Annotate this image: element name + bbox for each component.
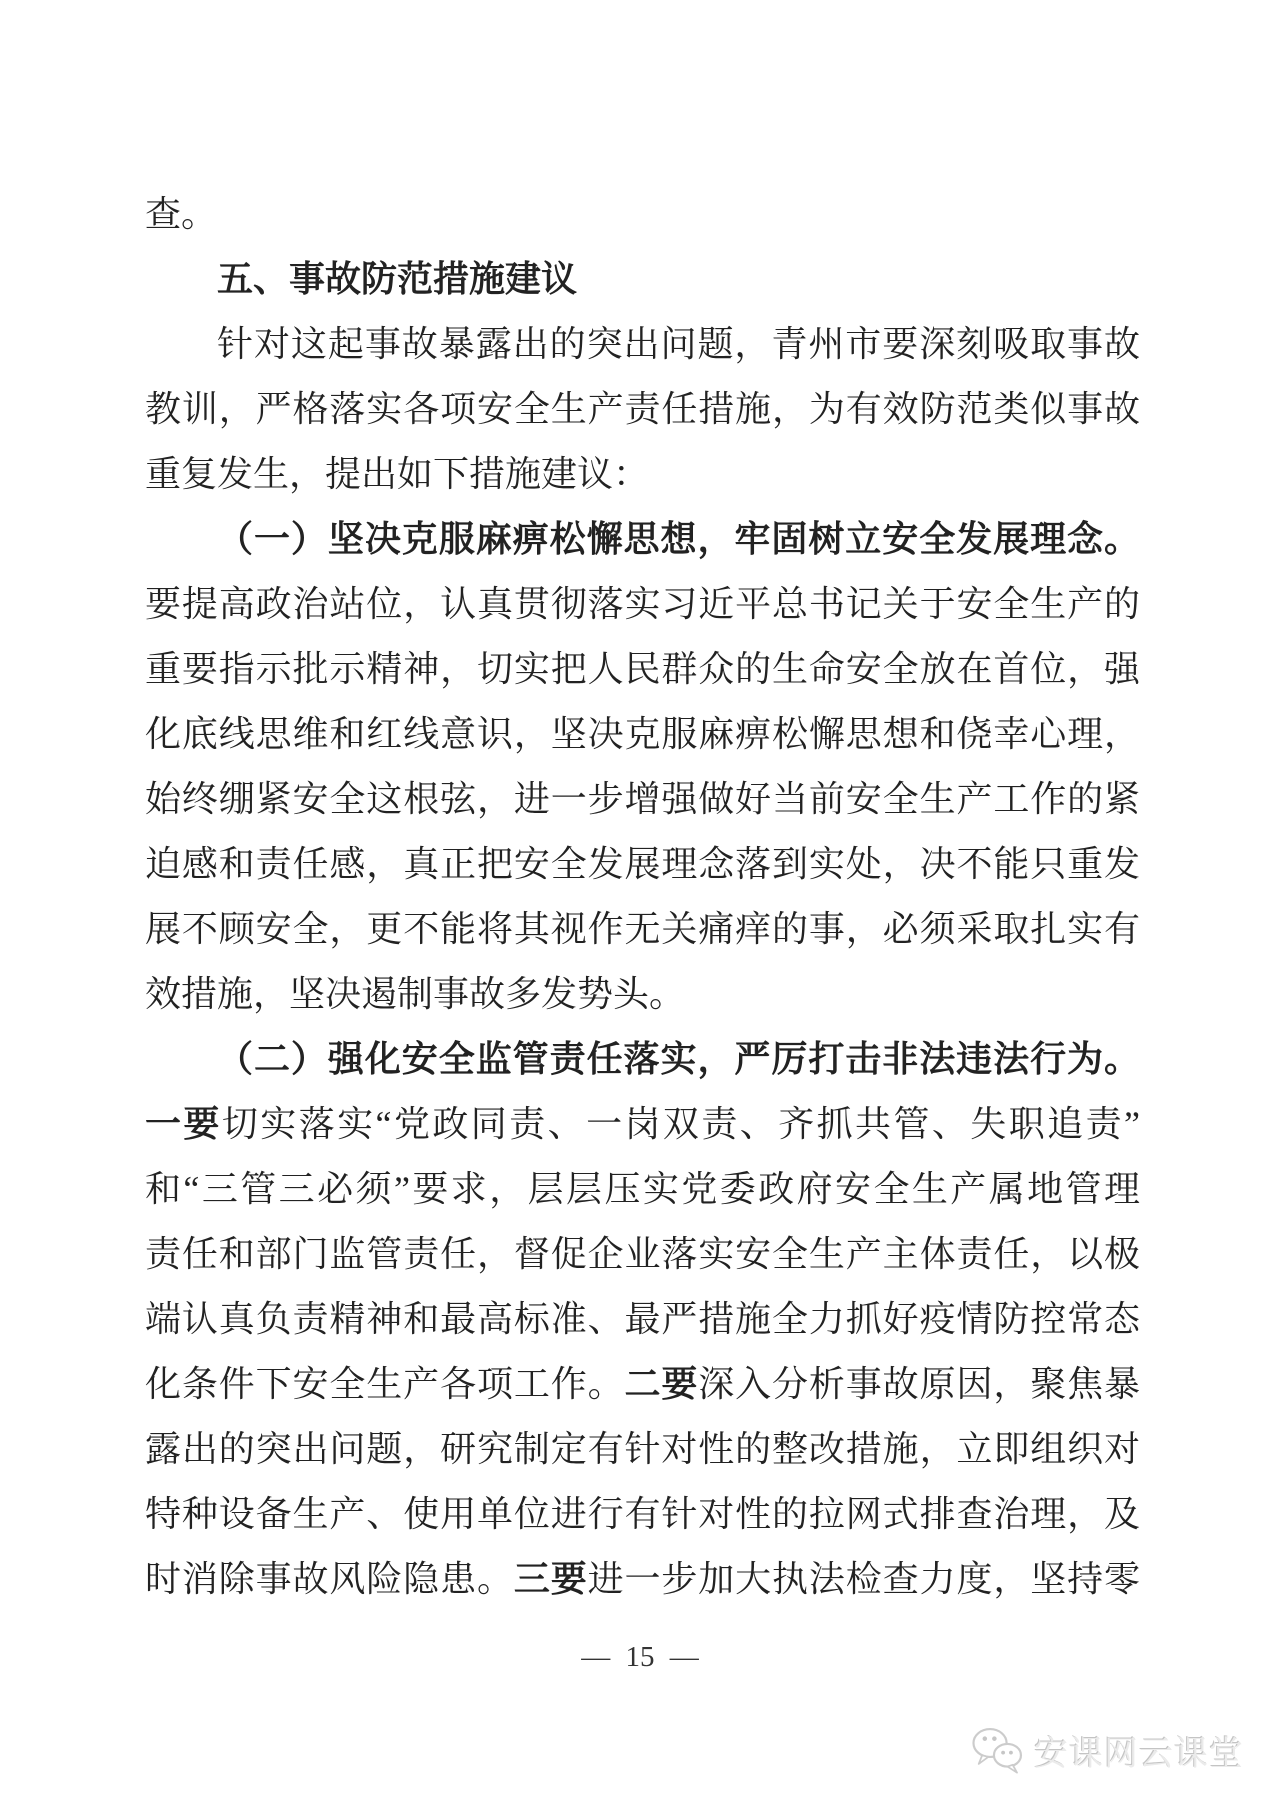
text-segment: 责任和部门监管责任，督促企业落实安全生产主体责任，以极 — [145, 1234, 1140, 1274]
text-line — [145, 312, 1140, 377]
text-line — [145, 767, 1140, 832]
text-segment: 端认真负责精神和最高标准、最严措施全力抓好疫情防控常态 — [145, 1299, 1140, 1339]
text-segment: 针对这起事故暴露出的突出问题，青州市要深刻吸取事故 — [217, 324, 1140, 364]
watermark-text: 安课网云课堂 — [1034, 1735, 1244, 1773]
text-line — [145, 442, 1140, 507]
text-line — [145, 962, 1140, 1027]
text-line — [145, 1417, 1140, 1482]
text-line — [145, 897, 1140, 962]
text-line — [145, 572, 1140, 637]
text-segment: 切实落实“党政同责、一岗双责、齐抓共管、失职追责” — [221, 1104, 1140, 1144]
text-segment: 要提高政治站位，认真贯彻落实习近平总书记关于安全生产的 — [145, 584, 1140, 624]
text-line — [145, 377, 1140, 442]
text-line — [145, 702, 1140, 767]
wechat-chat-bubbles-icon — [970, 1725, 1024, 1775]
bold-text-segment: 一要 — [145, 1104, 222, 1144]
text-line — [145, 247, 1140, 312]
text-line — [145, 1027, 1140, 1092]
text-segment: 深入分析事故原因，聚焦暴 — [698, 1364, 1140, 1404]
text-segment: 露出的突出问题，研究制定有针对性的整改措施，立即组织对 — [145, 1429, 1140, 1469]
text-line — [145, 1157, 1140, 1222]
text-segment: 重复发生，提出如下措施建议： — [145, 454, 650, 494]
text-line — [145, 832, 1140, 897]
text-segment: 教训，严格落实各项安全生产责任措施，为有效防范类似事故 — [145, 389, 1140, 429]
watermark — [970, 1722, 1244, 1778]
text-segment: 重要指示批示精神，切实把人民群众的生命安全放在首位，强 — [145, 649, 1140, 689]
text-line — [145, 1287, 1140, 1352]
text-line — [145, 1092, 1140, 1157]
text-line — [145, 1482, 1140, 1547]
text-segment: 和“三管三必须”要求，层层压实党委政府安全生产属地管理 — [145, 1169, 1140, 1209]
text-segment: 进一步加大执法检查力度，坚持零 — [587, 1559, 1140, 1599]
text-segment: 始终绷紧安全这根弦，进一步增强做好当前安全生产工作的紧 — [145, 779, 1140, 819]
text-segment: 效措施，坚决遏制事故多发势头。 — [145, 974, 686, 1014]
bold-text-segment: 五、事故防范措施建议 — [217, 259, 578, 299]
bold-text-segment: （二）强化安全监管责任落实，严厉打击非法违法行为。 — [217, 1039, 1140, 1079]
text-line — [145, 1222, 1140, 1287]
bold-text-segment: 二要 — [624, 1364, 699, 1404]
bold-text-segment: （一）坚决克服麻痹松懈思想，牢固树立安全发展理念。 — [217, 519, 1140, 559]
text-segment: 化条件下安全生产各项工作。 — [145, 1364, 625, 1404]
text-line — [145, 1547, 1140, 1612]
text-segment: 迫感和责任感，真正把安全发展理念落到实处，决不能只重发 — [145, 844, 1140, 884]
text-line — [145, 182, 1140, 247]
text-segment: 展不顾安全，更不能将其视作无关痛痒的事，必须采取扎实有 — [145, 909, 1140, 949]
text-line — [145, 507, 1140, 572]
document-body — [145, 182, 1140, 1612]
text-line — [145, 1352, 1140, 1417]
text-segment: 化底线思维和红线意识，坚决克服麻痹松懈思想和侥幸心理， — [145, 714, 1140, 754]
text-segment: 特种设备生产、使用单位进行有针对性的拉网式排查治理，及 — [145, 1494, 1140, 1534]
bold-text-segment: 三要 — [513, 1559, 588, 1599]
text-segment: 查。 — [145, 194, 218, 234]
page-number: — 15 — — [581, 1641, 699, 1673]
text-line — [145, 637, 1140, 702]
text-segment: 时消除事故风险隐患。 — [145, 1559, 514, 1599]
